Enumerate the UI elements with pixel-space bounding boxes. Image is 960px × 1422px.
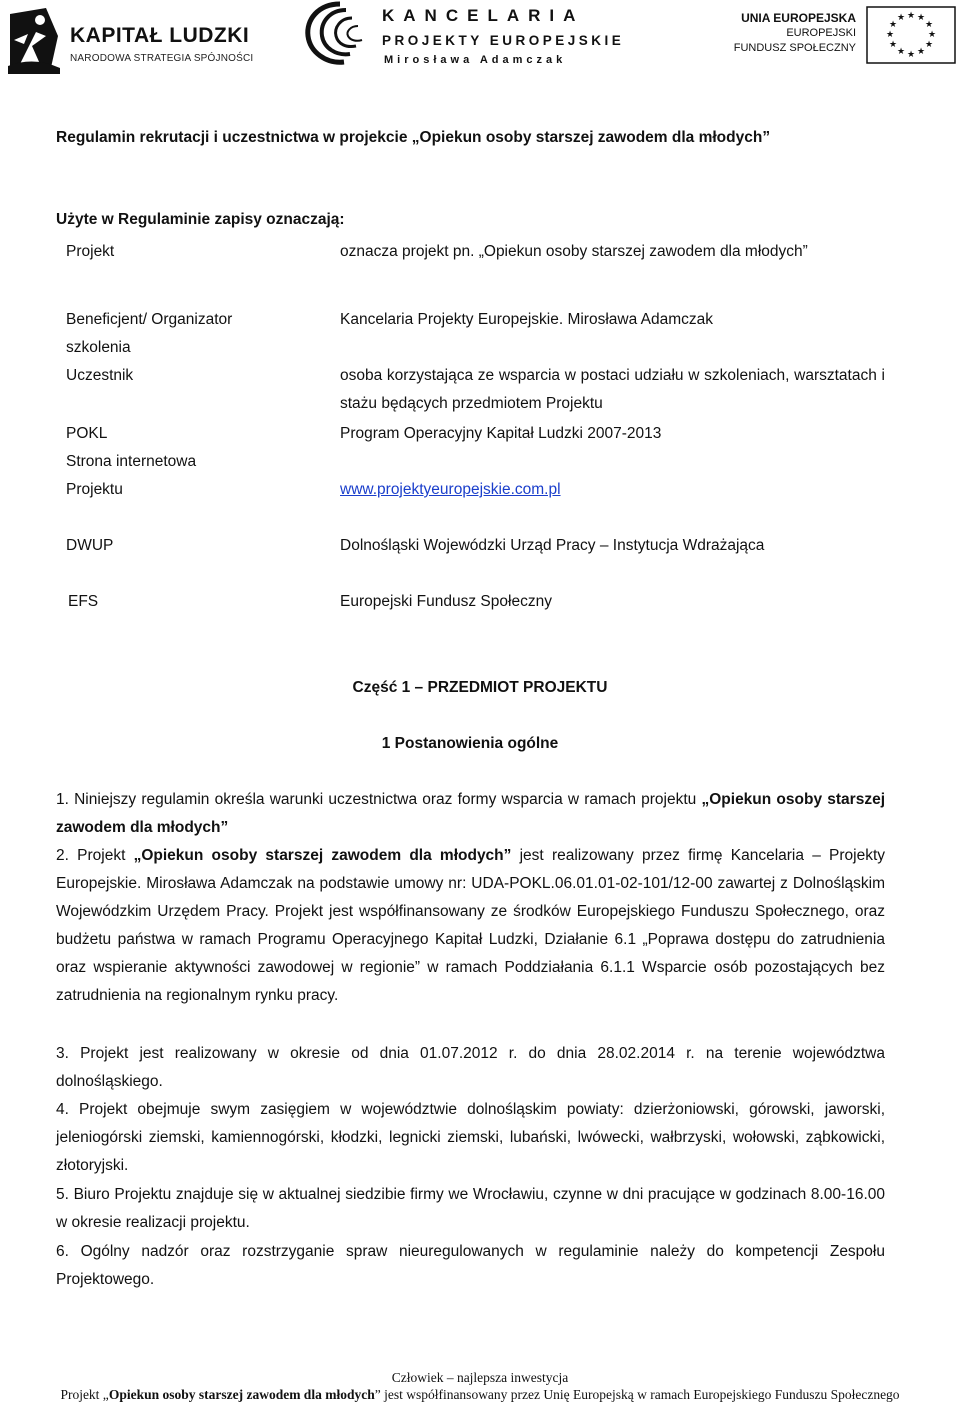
section-heading: 1 Postanowienia ogólne	[381, 735, 559, 752]
footer-project-name: Opiekun osoby starszej zawodem dla młodych	[108, 1387, 375, 1402]
paragraph-3: 3. Projekt jest realizowany w okresie od dnia 01.07.2012 r. do dnia 28.02.2014 r. na terenie województwa dolnośląskiego.	[56, 1045, 885, 1090]
eu-line3: FUNDUSZ SPOŁECZNY	[733, 42, 856, 54]
part-heading: Część 1 – PRZEDMIOT PROJEKTU	[352, 679, 608, 696]
definition-desc-uczestnik: osoba korzystająca ze wsparcia w postaci udziału w szkoleniach, warsztatach i stażu będących przedmiotem Projektu	[340, 367, 885, 412]
project-website-link[interactable]: www.projektyeuropejskie.com.pl	[340, 481, 561, 498]
paragraph-1-text: 1. Niniejszy regulamin określa warunki uczestnictwa oraz formy wsparcia w ramach projektu	[56, 791, 702, 808]
eu-line1: UNIA EUROPEJSKA	[741, 11, 856, 25]
kancelaria-line2: PROJEKTY EUROPEJSKIE	[382, 33, 625, 48]
eu-line2: EUROPEJSKI	[786, 27, 856, 39]
definition-desc-strona-wrap	[340, 476, 885, 504]
definition-term-efs: EFS	[68, 593, 99, 610]
paragraph-1	[56, 786, 885, 842]
footer-text-a: Projekt „	[60, 1387, 109, 1402]
footer-text-c: ” jest współfinansowany przez Unię Europejską w ramach Europejskiego Funduszu Społecznego	[374, 1387, 900, 1402]
paragraph-2-text-c: jest realizowany przez firmę Kancelaria – Projekty Europejskie. Mirosława Adamczak na podstawie umowy nr: UDA-POKL.06.01.01-02-101/12-00 zawartej z Dolnośląskim Wojewódzkim Urzędem Pracy. Projekt jest współfinansowany ze środków Europejskiego Funduszu Społecznego, oraz budżetu państwa w ramach Programu Operacyjnego Kapitał Ludzki, Działanie 6.1 „Poprawa dostępu do zatrudnienia oraz wspieranie aktywności zawodowej w regionie” w ramach Poddziałania 6.1.1 Wsparcie osób pozostających bez zatrudnienia na regionalnym rynku pracy.	[56, 847, 886, 1004]
definition-term-dwup: DWUP	[66, 537, 114, 554]
svg-text:★: ★	[888, 40, 898, 50]
svg-text:★: ★	[906, 11, 916, 21]
definition-desc-beneficjent: Kancelaria Projekty Europejskie. Mirosława Adamczak	[340, 311, 714, 328]
definition-desc-projekt: oznacza projekt pn. „Opiekun osoby starszej zawodem dla młodych”	[340, 243, 808, 260]
document-title: Regulamin rekrutacji i uczestnictwa w projekcie „Opiekun osoby starszej zawodem dla młodych”	[56, 129, 771, 146]
definition-term-strona: Strona internetowa Projektu	[66, 453, 197, 498]
kancelaria-swirl-icon	[300, 0, 380, 70]
svg-text:★: ★	[885, 30, 895, 40]
definition-term-pokl: POKL	[66, 425, 108, 442]
kapital-ludzki-subtitle: NARODOWA STRATEGIA SPÓJNOŚCI	[70, 53, 254, 64]
svg-text:★: ★	[924, 20, 934, 30]
kancelaria-logo	[300, 0, 630, 70]
svg-text:★: ★	[916, 13, 926, 23]
footer-motto: Człowiek – najlepsza inwestycja	[391, 1370, 569, 1385]
kapital-ludzki-logo	[6, 6, 256, 76]
definition-term-projekt: Projekt	[66, 243, 115, 260]
svg-text:★: ★	[888, 20, 898, 30]
kancelaria-line1: KANCELARIA	[382, 6, 585, 25]
svg-text:★: ★	[927, 30, 937, 40]
definition-desc-efs: Europejski Fundusz Społeczny	[340, 593, 552, 610]
definition-term-uczestnik: Uczestnik	[66, 367, 134, 384]
paragraph-2	[56, 842, 885, 1010]
kapital-ludzki-title: KAPITAŁ LUDZKI	[70, 24, 250, 47]
svg-text:★: ★	[916, 47, 926, 57]
paragraph-2-project-name: „Opiekun osoby starszej zawodem dla młodych”	[133, 847, 512, 864]
paragraph-4: 4. Projekt obejmuje swym zasięgiem w województwie dolnośląskim powiaty: dzierżoniowski, górowski, jaworski, jeleniogórski ziemski, kamiennogórski, kłodzki, legnicki ziemski, lubański, lwówecki, wałbrzyski, wołowski, ząbkowicki, złotoryjski.	[56, 1101, 885, 1174]
paragraph-6: 6. Ogólny nadzór oraz rozstrzyganie spraw nieuregulowanych w regulaminie należy do kompetencji Zespołu Projektowego.	[56, 1243, 885, 1288]
paragraph-2-text-a: 2. Projekt	[56, 847, 134, 864]
paragraph-5: 5. Biuro Projektu znajduje się w aktualnej siedzibie firmy we Wrocławiu, czynne w dni pracujące w godzinach 8.00-16.00 w okresie realizacji projektu.	[56, 1186, 885, 1231]
paragraph-1-project-name: „Opiekun osoby starszej zawodem dla młodych”	[56, 791, 885, 836]
definition-term-beneficjent: Beneficjent/ Organizator szkolenia	[66, 311, 233, 356]
eu-flag-icon	[866, 6, 956, 64]
eu-logo	[730, 6, 956, 68]
footer-cofinancing	[40, 1386, 920, 1403]
svg-text:★: ★	[896, 47, 906, 57]
kapital-ludzki-emblem-icon	[6, 6, 62, 74]
svg-text:★: ★	[906, 50, 916, 60]
definitions-heading: Użyte w Regulaminie zapisy oznaczają:	[56, 211, 345, 228]
svg-text:★: ★	[896, 13, 906, 23]
kancelaria-line3: Mirosława Adamczak	[384, 54, 567, 66]
definition-desc-pokl: Program Operacyjny Kapitał Ludzki 2007-2013	[340, 425, 662, 442]
definition-desc-dwup: Dolnośląski Wojewódzki Urząd Pracy – Instytucja Wdrażająca	[340, 537, 765, 554]
svg-text:★: ★	[924, 40, 934, 50]
